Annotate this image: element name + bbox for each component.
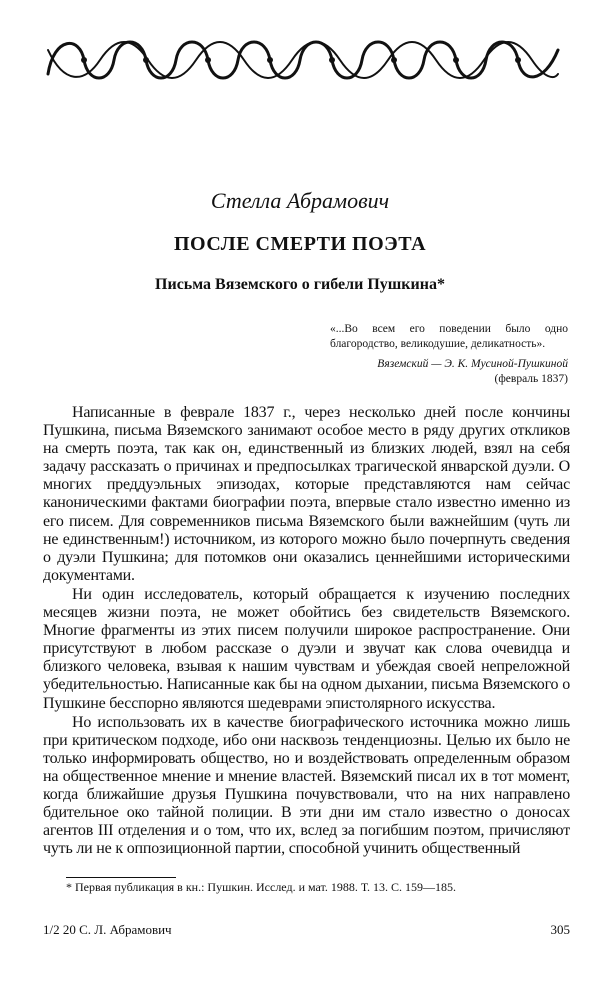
page-number: 305 — [550, 922, 570, 937]
article-body — [43, 404, 570, 859]
decorative-ornament-header — [44, 30, 562, 92]
epigraph — [330, 322, 568, 387]
body-paragraph: Ни один исследователь, который обращается к изучению последних месяцев жизни поэта, не может обойтись без свидетельств Вяземского. Многие фрагменты из этих писем получили широкое распространение. Они присутствуют в любом рассказе о дуэли и звучат как слова очевидца и близкого человека, взывая к нашим чувствам и убеждая своей непреложной убедительностью. Написанные как бы на одном дыхании, письма Вяземского о Пушкине бесспорно являются шедеврами эпистолярного искусства. — [43, 585, 570, 712]
epigraph-quote: «...Во всем его поведении было одно благородство, великодушие, деликатность». — [330, 323, 568, 350]
epigraph-date: (февраль 1837) — [494, 373, 568, 385]
article-title: ПОСЛЕ СМЕРТИ ПОЭТА — [173, 233, 427, 255]
article-subtitle: Письма Вяземского о гибели Пушкина* — [155, 276, 445, 293]
author-name: Стелла Абрамович — [210, 188, 390, 213]
footer-signature: 1/2 20 С. Л. Абрамович — [43, 922, 172, 937]
body-paragraph: Написанные в феврале 1837 г., через несколько дней после кончины Пушкина, письма Вяземского занимают особое место в ряду других откликов на смерть поэта, так как он, единственный из близких людей, взял на себя задачу рассказать о причинах и предпосылках трагической январской дуэли. О многих преддуэльных эпизодах, которые представляются нам сейчас каноническими фактами биографии поэта, впервые стало известно именно из его писем. Для современников письма Вяземского были важнейшим (чуть ли не единственным!) источником, из которого можно было почерпнуть сведения о дуэли Пушкина; для потомков они оказались ценнейшими историческими документами. — [43, 404, 570, 584]
body-paragraph: Но использовать их в качестве биографического источника можно лишь при критическом подходе, ибо они насквозь тенденциозны. Целью их было не только информировать общество, но и воздействовать определенным образом на общественное мнение и мнение властей. Вяземский писал их в тот момент, когда ближайшие друзья Пушкина почувствовали, что на них направлено бдительное око тайной полиции. В эти дни им стало известно о доносах агентов III отделения и о том, что их, вслед за погибшим поэтом, причисляют чуть ли не к оппозиционной партии, способной учинить общественный — [43, 713, 570, 858]
footnote: * Первая публикация в кн.: Пушкин. Исслед. и мат. 1988. Т. 13. С. 159—185. — [66, 880, 456, 894]
footnote-divider — [66, 877, 176, 878]
epigraph-source: Вяземский — Э. К. Мусиной-Пушкиной — [377, 358, 568, 370]
